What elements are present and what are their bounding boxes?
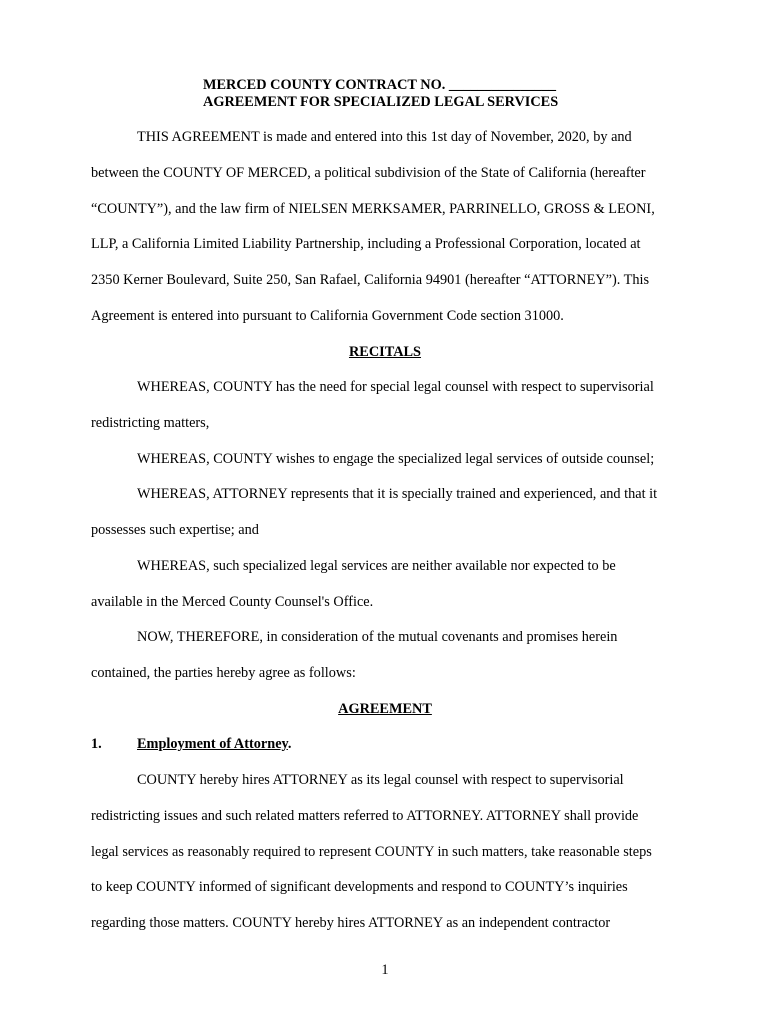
recital-line-7: available in the Merced County Counsel's Office. xyxy=(91,594,374,610)
section-title: Employment of Attorney xyxy=(137,736,288,752)
intro-line-4: LLP, a California Limited Liability Partnership, including a Professional Corporation, located at xyxy=(91,236,641,252)
intro-line-1: THIS AGREEMENT is made and entered into this 1st day of November, 2020, by and xyxy=(137,129,632,145)
page-number: 1 xyxy=(381,962,389,978)
agreement-title: AGREEMENT FOR SPECIALIZED LEGAL SERVICES xyxy=(203,94,559,110)
contract-number-heading: MERCED COUNTY CONTRACT NO. _______________ xyxy=(203,77,557,93)
section-line-2: redistricting issues and such related matters referred to ATTORNEY. ATTORNEY shall provide xyxy=(91,808,639,824)
recital-line-3: WHEREAS, COUNTY wishes to engage the specialized legal services of outside counsel; xyxy=(137,451,655,467)
recital-line-2: redistricting matters, xyxy=(91,415,210,431)
section-line-1: COUNTY hereby hires ATTORNEY as its legal counsel with respect to supervisorial xyxy=(137,772,624,788)
section-line-3: legal services as reasonably required to represent COUNTY in such matters, take reasonable steps xyxy=(91,844,652,860)
intro-line-6: Agreement is entered into pursuant to California Government Code section 31000. xyxy=(91,308,564,324)
recital-line-8: NOW, THEREFORE, in consideration of the mutual covenants and promises herein xyxy=(137,629,618,645)
intro-line-2: between the COUNTY OF MERCED, a political subdivision of the State of California (hereafter xyxy=(91,165,646,181)
recital-line-5: possesses such expertise; and xyxy=(91,522,259,538)
section-number: 1. xyxy=(91,736,102,752)
intro-line-5: 2350 Kerner Boulevard, Suite 250, San Rafael, California 94901 (hereafter “ATTORNEY”). This xyxy=(91,272,650,288)
recital-line-1: WHEREAS, COUNTY has the need for special legal counsel with respect to supervisorial xyxy=(137,379,654,395)
recital-line-9: contained, the parties hereby agree as follows: xyxy=(91,665,356,681)
section-heading xyxy=(137,736,291,752)
section-line-4: to keep COUNTY informed of significant developments and respond to COUNTY’s inquiries xyxy=(91,879,628,895)
intro-line-3: “COUNTY”), and the law firm of NIELSEN MERKSAMER, PARRINELLO, GROSS & LEONI, xyxy=(91,201,655,217)
agreement-heading: AGREEMENT xyxy=(338,701,432,717)
section-line-5: regarding those matters. COUNTY hereby hires ATTORNEY as an independent contractor xyxy=(91,915,611,931)
recital-line-4: WHEREAS, ATTORNEY represents that it is specially trained and experienced, and that it xyxy=(137,486,658,502)
recitals-heading: RECITALS xyxy=(348,344,422,360)
recital-line-6: WHEREAS, such specialized legal services are neither available nor expected to be xyxy=(137,558,616,574)
section-title-period: . xyxy=(287,736,292,752)
